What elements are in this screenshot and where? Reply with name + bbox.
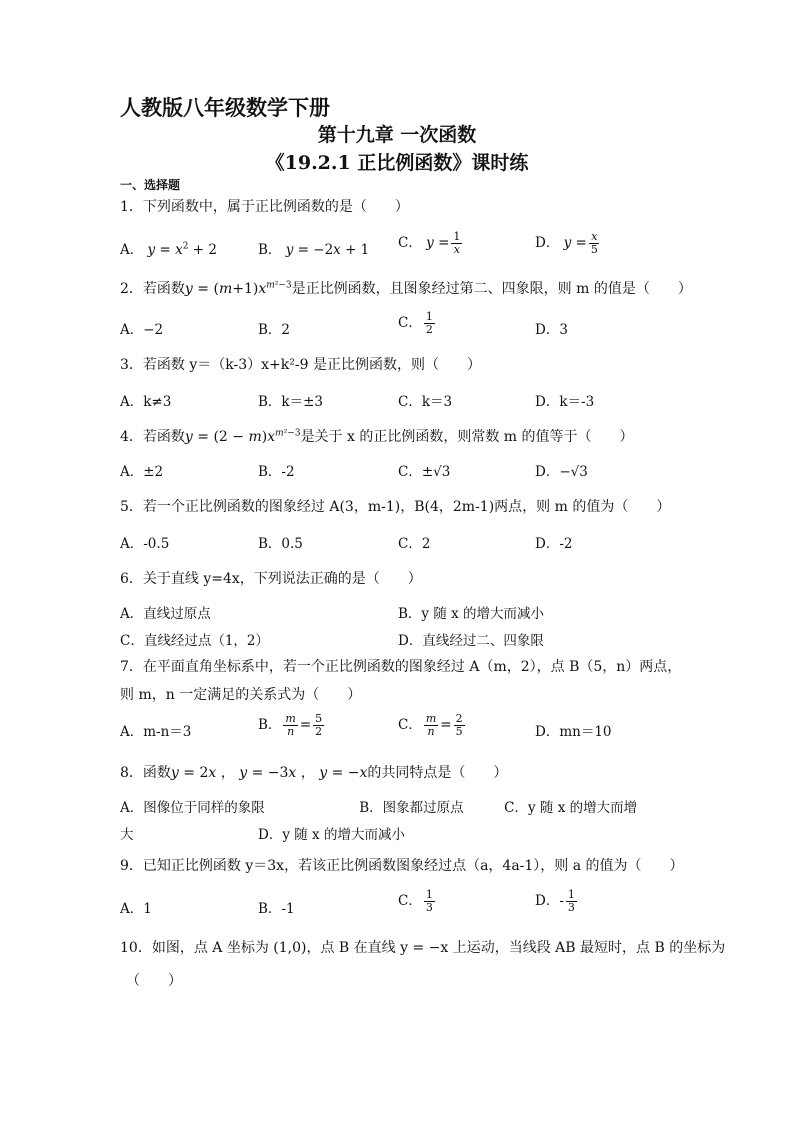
q9-option-b: B．-1 bbox=[258, 901, 295, 917]
question-10-stem-line2: （ ） bbox=[126, 973, 182, 989]
question-5-stem: 5．若一个正比例函数的图象经过 A(3，m-1)，B(4，2m-1)两点，则 m 的值为（ ） bbox=[120, 499, 671, 515]
question-10-stem: 10．如图，点 A 坐标为 (1,0)，点 B 在直线 y = −x 上运动，当线段 AB 最短时，点 B 的坐标为 bbox=[120, 940, 726, 956]
question-8-stem: 8．函数y = 2x ， y = −3x ， y = −x的共同特点是（ ） bbox=[120, 765, 508, 781]
q8-option-d: D．y 随 x 的增大而减小 bbox=[258, 827, 405, 843]
q5-option-a: A．-0.5 bbox=[120, 536, 170, 552]
q1-option-d: D． y = $\frac{x}{5}$ bbox=[535, 230, 598, 256]
question-4-stem: 4．若函数$y = (2 - m)x^{m^2-3}$是关于 x 的正比例函数，则常数 m 的值等于（ ） bbox=[120, 428, 634, 445]
question-2-stem: 2．若函数$y = (m+1)x^{m^2-3}$是正比例函数，且图象经过第二、四象限，则 m 的值是（ ） bbox=[120, 280, 692, 297]
question-9-stem: 9．已知正比例函数 y＝3x，若该正比例函数图象经过点（a，4a-1），则 a 的值为（ ） bbox=[120, 858, 684, 874]
q3-option-b: B．k＝±3 bbox=[258, 394, 324, 410]
q5-option-c: C．2 bbox=[398, 536, 431, 552]
q3-option-c: C．k＝3 bbox=[398, 394, 453, 410]
q8-options-line1: A．图像位于同样的象限 B．图象都过原点 C．y 随 x 的增大而增 bbox=[120, 800, 638, 816]
q7-option-c: C． $\frac{m}{n}$ = $\frac{2}{5}$ bbox=[398, 712, 463, 738]
q7-option-d: D．mn＝10 bbox=[535, 724, 612, 740]
q5-option-b: B．0.5 bbox=[258, 536, 303, 552]
q8-options-line2a: 大 bbox=[120, 827, 134, 843]
q1-option-a: A． $y = x^2 + 2$ bbox=[120, 241, 217, 258]
book-title: 人教版八年级数学下册 bbox=[120, 95, 330, 120]
q9-option-c: C． $\frac{1}{3}$ bbox=[398, 888, 433, 914]
q4-option-a: A．±2 bbox=[120, 464, 164, 480]
q2-option-d: D．3 bbox=[535, 322, 568, 338]
q4-option-b: B．-2 bbox=[258, 464, 295, 480]
q2-option-c: C． $\frac{1}{2}$ bbox=[398, 310, 433, 336]
lesson-title: 《19.2.1 正比例函数》课时练 bbox=[265, 152, 529, 174]
q3-option-d: D．k＝-3 bbox=[535, 394, 595, 410]
q4-option-d: D．−√3 bbox=[535, 464, 588, 480]
question-7-stem-line1: 7．在平面直角坐标系中，若一个正比例函数的图象经过 A（m，2），点 B（5，n）两点， bbox=[120, 659, 682, 675]
q2-option-b: B．2 bbox=[258, 322, 291, 338]
q6-option-c: C．直线经过点（1，2） bbox=[120, 633, 270, 649]
question-6-stem: 6．关于直线 y=4x，下列说法正确的是（ ） bbox=[120, 571, 422, 587]
question-1-stem: 1．下列函数中，属于正比例函数的是（ ） bbox=[120, 199, 409, 215]
q7-option-b: B． $\frac{m}{n}$ = $\frac{5}{2}$ bbox=[258, 712, 323, 738]
q9-option-a: A．1 bbox=[120, 901, 152, 917]
q6-option-a: A．直线过原点 bbox=[120, 606, 211, 622]
question-7-stem-line2: 则 m，n 一定满足的关系式为（ ） bbox=[120, 687, 362, 703]
q9-option-d: D．- $\frac{1}{3}$ bbox=[535, 888, 575, 914]
q2-option-a: A．−2 bbox=[120, 322, 164, 338]
q3-option-a: A．k≠3 bbox=[120, 394, 172, 410]
q5-option-d: D．-2 bbox=[535, 536, 573, 552]
q7-option-a: A．m-n＝3 bbox=[120, 724, 192, 740]
q1-option-c: C． y = $\frac{1}{x}$ bbox=[398, 230, 461, 256]
q1-option-b: B． y = −2x + 1 bbox=[258, 242, 370, 258]
q6-option-b: B．y 随 x 的增大而减小 bbox=[398, 606, 545, 622]
q4-option-c: C．±√3 bbox=[398, 464, 451, 480]
q6-option-d: D．直线经过二、四象限 bbox=[398, 633, 544, 649]
chapter-title: 第十九章 一次函数 bbox=[317, 124, 477, 146]
question-3-stem: 3．若函数 y＝（k-3）x+k²-9 是正比例函数，则（ ） bbox=[120, 357, 481, 373]
section-heading: 一、选择题 bbox=[120, 178, 181, 192]
